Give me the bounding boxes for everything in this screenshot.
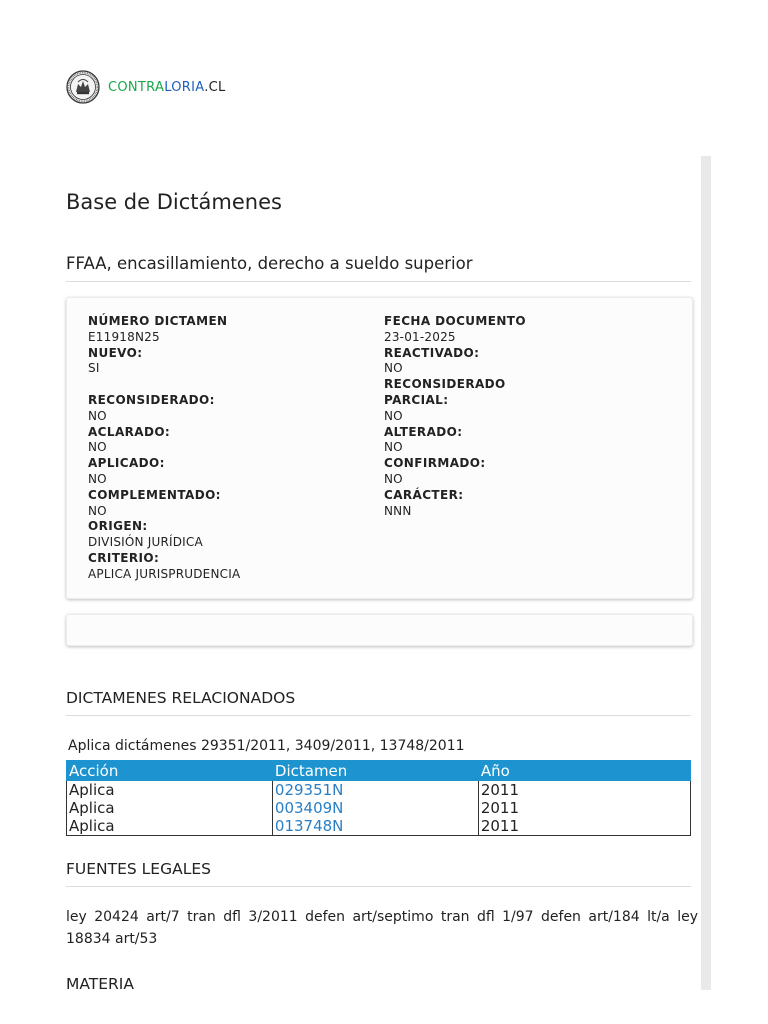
table-row <box>67 817 691 836</box>
contraloria-seal-icon <box>66 70 100 104</box>
label-reconsiderado: RECONSIDERADO: <box>88 392 215 407</box>
site-logo[interactable] <box>66 70 226 104</box>
legal-sources-heading: FUENTES LEGALES <box>66 860 691 887</box>
label-alterado: ALTERADO: <box>384 424 463 439</box>
label-nuevo: NUEVO: <box>88 345 143 360</box>
value-caracter: NNN <box>384 503 412 518</box>
value-confirmado: NO <box>384 471 403 486</box>
value-reconsiderado-parcial: NO <box>384 408 403 423</box>
label-reconsiderado-parcial-line2: PARCIAL: <box>384 392 449 407</box>
value-aplicado: NO <box>88 471 107 486</box>
details-right-column <box>384 314 674 519</box>
legal-sources-text: ley 20424 art/7 tran dfl 3/2011 defen art/septimo tran dfl 1/97 defen art/184 lt/a ley 18834 art/53 <box>66 909 698 947</box>
value-reactivado: NO <box>384 361 403 376</box>
dictamen-link[interactable]: 003409N <box>272 799 478 817</box>
cell-anio: 2011 <box>478 799 690 817</box>
dictamen-link[interactable]: 013748N <box>272 817 478 836</box>
value-fecha-documento: 23-01-2025 <box>384 329 456 344</box>
brand-part-loria: LORIA <box>164 79 205 95</box>
dictamen-details-card <box>66 297 693 599</box>
table-row <box>67 781 691 800</box>
value-numero-dictamen: E11918N25 <box>88 329 160 344</box>
label-fecha-documento: FECHA DOCUMENTO <box>384 314 526 328</box>
value-origen: DIVISIÓN JURÍDICA <box>88 535 203 550</box>
page-title: Base de Dictámenes <box>66 190 282 214</box>
related-dictamenes-table <box>66 760 691 836</box>
dictamen-subject: FFAA, encasillamiento, derecho a sueldo superior <box>66 254 691 282</box>
brand-part-contra: CONTRA <box>108 79 165 95</box>
cell-anio: 2011 <box>478 817 690 836</box>
table-header-row <box>67 761 691 781</box>
scrollbar-track[interactable] <box>701 156 711 990</box>
details-left-column <box>88 314 368 583</box>
column-header-anio: Año <box>478 761 690 781</box>
label-criterio: CRITERIO: <box>88 550 160 565</box>
value-nuevo: SI <box>88 361 100 376</box>
label-confirmado: CONFIRMADO: <box>384 456 486 471</box>
value-reconsiderado: NO <box>88 408 107 423</box>
column-header-dictamen: Dictamen <box>272 761 478 781</box>
materia-heading: MATERIA <box>66 975 134 993</box>
value-complementado: NO <box>88 503 107 518</box>
label-numero-dictamen: NÚMERO DICTAMEN <box>88 314 228 328</box>
cell-accion: Aplica <box>67 781 273 800</box>
dictamen-link[interactable]: 029351N <box>272 781 478 800</box>
related-dictamenes-heading: DICTAMENES RELACIONADOS <box>66 689 691 716</box>
label-origen: ORIGEN: <box>88 519 148 534</box>
value-alterado: NO <box>384 440 403 455</box>
applies-text: Aplica dictámenes 29351/2011, 3409/2011, 13748/2011 <box>68 738 465 754</box>
dictamen-text-card <box>66 614 693 646</box>
cell-accion: Aplica <box>67 799 273 817</box>
value-aclarado: NO <box>88 440 107 455</box>
cell-anio: 2011 <box>478 781 690 800</box>
label-caracter: CARÁCTER: <box>384 487 464 502</box>
label-reactivado: REACTIVADO: <box>384 345 480 360</box>
label-aplicado: APLICADO: <box>88 456 165 471</box>
table-row <box>67 799 691 817</box>
label-aclarado: ACLARADO: <box>88 424 171 439</box>
column-header-accion: Acción <box>67 761 273 781</box>
label-complementado: COMPLEMENTADO: <box>88 487 221 502</box>
cell-accion: Aplica <box>67 817 273 836</box>
label-reconsiderado-parcial: RECONSIDERADO <box>384 377 506 392</box>
value-criterio: APLICA JURISPRUDENCIA <box>88 566 241 581</box>
brand-wordmark <box>108 80 226 95</box>
brand-part-cl: .CL <box>204 79 226 95</box>
